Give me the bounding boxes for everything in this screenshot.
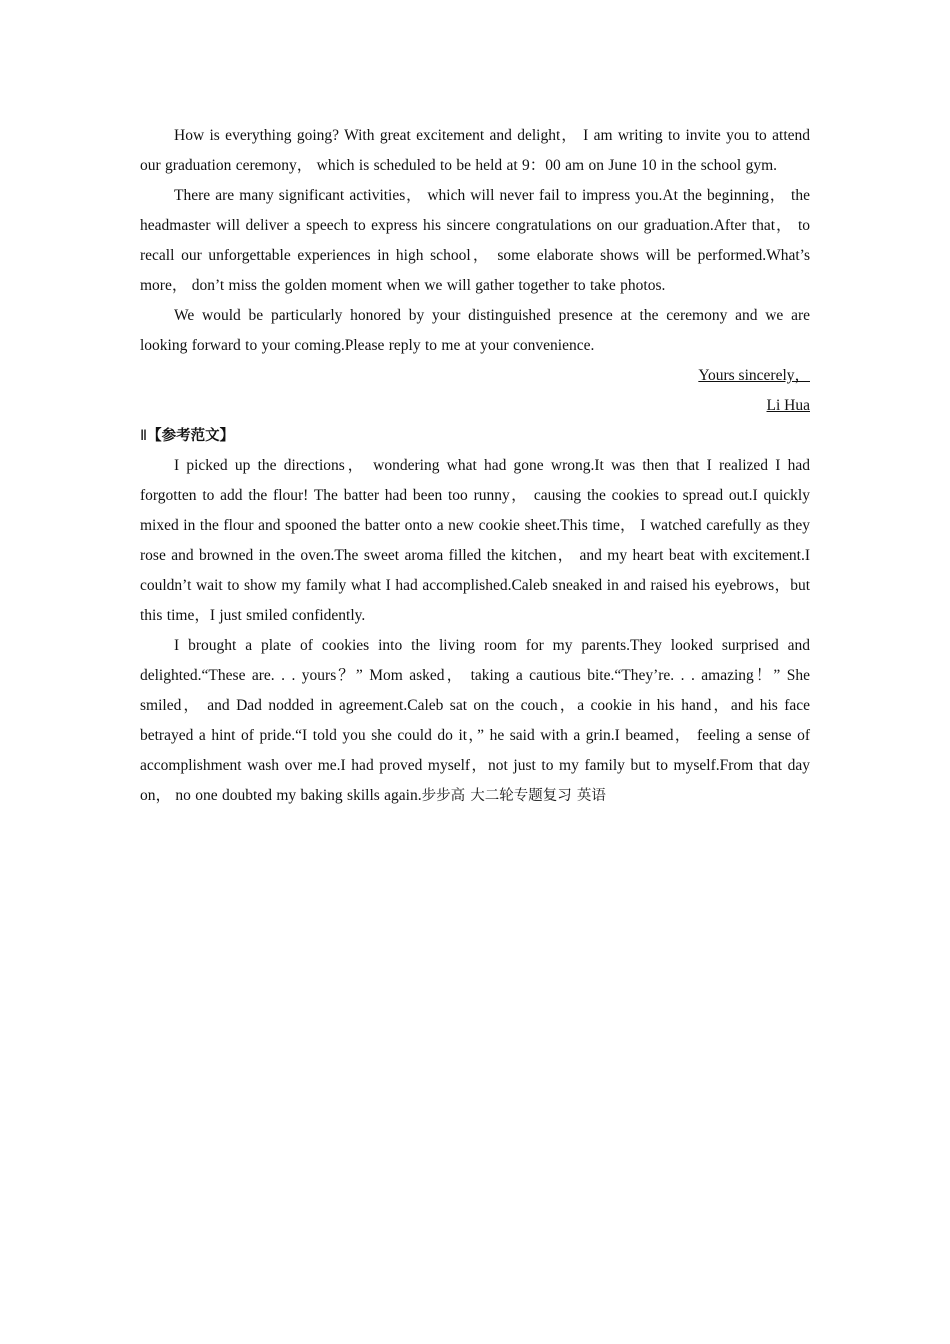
section-numeral: Ⅱ	[140, 428, 148, 444]
section-title: 【参考范文】	[147, 428, 235, 444]
letter-paragraph-3: We would be particularly honored by your distinguished presence at the ceremony and we are looking forward to your coming.Please reply to me at your convenience.	[140, 307, 810, 354]
document-page	[140, 121, 810, 811]
letter-signature: Li Hua	[766, 397, 810, 414]
essay-paragraph-1: I picked up the directions， wondering what had gone wrong.It was then that I realized I had forgotten to add the flour! The batter had been too runny， causing the cookies to spread out.I quickly mixed in the flour and spooned the batter onto a new cookie sheet.This time， I watched carefully as they rose and browned in the oven.The sweet aroma filled the kitchen， and my heart beat with excitement.I couldn’t wait to show my family what I had accomplished.Caleb sneaked in and raised his eyebrows，but this time，I just smiled confidently.	[140, 457, 810, 624]
essay-paragraph-2-text: I brought a plate of cookies into the living room for my parents.They looked surprised and delighted.“These are. . . yours？” Mom asked， taking a cautious bite.“They’re. . . amazing！” She smiled， and Dad nodded in agreement.Caleb sat on the couch，a cookie in his hand，and his face betrayed a hint of pride.“I told you she could do it，” he said with a grin.I beamed， feeling a sense of accomplishment wash over me.I had proved myself，not just to my family but to myself.From that day on， no one doubted my baking skills again.	[140, 637, 810, 804]
letter-closing: Yours sincerely，	[698, 367, 810, 384]
footer-text: 步步高 大二轮专题复习 英语	[421, 788, 606, 804]
section-heading	[140, 421, 810, 451]
letter-paragraph-1: How is everything going? With great excitement and delight， I am writing to invite you to attend our graduation ceremony， which is scheduled to be held at 9：00 am on June 10 in the school gym.	[140, 127, 810, 174]
letter-paragraph-2: There are many significant activities， which will never fail to impress you.At the beginning， the headmaster will deliver a speech to express his sincere congratulations on our graduation.After that， to recall our unforgettable experiences in high school， some elaborate shows will be performed.What’s more， don’t miss the golden moment when we will gather together to take photos.	[140, 187, 810, 294]
essay-paragraph-2	[140, 631, 810, 811]
